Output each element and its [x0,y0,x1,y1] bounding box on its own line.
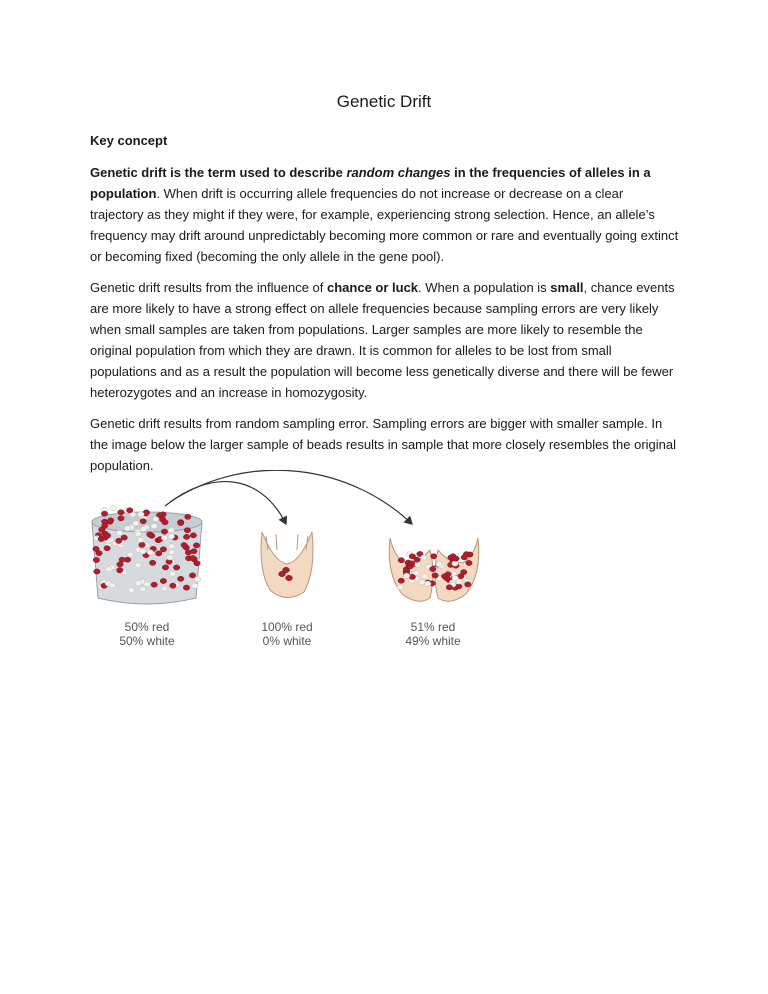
section-heading: Key concept [90,133,168,148]
italic-bold-text: random changes [346,165,451,180]
bold-text: chance or luck [327,280,419,295]
caption-bowl [102,620,192,648]
bold-text: small [550,280,584,295]
caption-red: 50% red [124,620,170,634]
caption-red: 51% red [410,620,456,634]
paragraph-key-concept [90,162,680,267]
paragraph-text: . When drift is occurring allele frequencies do not increase or decrease on a clear trajectory as they might if they were, for example, experiencing strong selection. Hence, an allele’s frequency may drift around unpredictably becoming more common or rare and eventually going extinct or becoming fixed (becoming the only allele in the gene pool). [90,186,679,264]
arrow-to-large-sample [170,470,412,524]
small-sample-hand-icon [261,532,313,598]
paragraph-text: , chance events are more likely to have a strong effect on allele frequencies because sampling errors are very likely when small samples are taken from populations. Larger samples are more likely to resemble the original population from which they are drawn. It is common for alleles to be lost from small populations and as a result the population will become less genetically diverse and there will be fewer heterozygotes and an increase in homozygosity. [90,280,675,400]
paragraph-sampling: Genetic drift results from random sampling error. Sampling errors are bigger with smaller sample. In the image below the larger sample of beads results in sample that more closely resembles the original population. [90,416,677,473]
page-title: Genetic Drift [336,92,432,111]
document-body [90,130,680,486]
bold-text: Genetic drift is the term used to describe [90,165,347,180]
caption-white: 49% white [405,634,461,648]
beads-sampling-figure [90,470,510,660]
caption-large-sample [388,620,478,648]
caption-small-sample [242,620,332,648]
caption-white: 50% white [119,634,175,648]
caption-red: 100% red [261,620,313,634]
bold-text: in the frequencies of alleles in a population [90,165,651,201]
paragraph-text: Genetic drift results from the influence of [90,280,327,295]
paragraph-text: . When a population is [418,280,551,295]
paragraph-chance [90,277,680,403]
caption-white: 0% white [262,634,312,648]
